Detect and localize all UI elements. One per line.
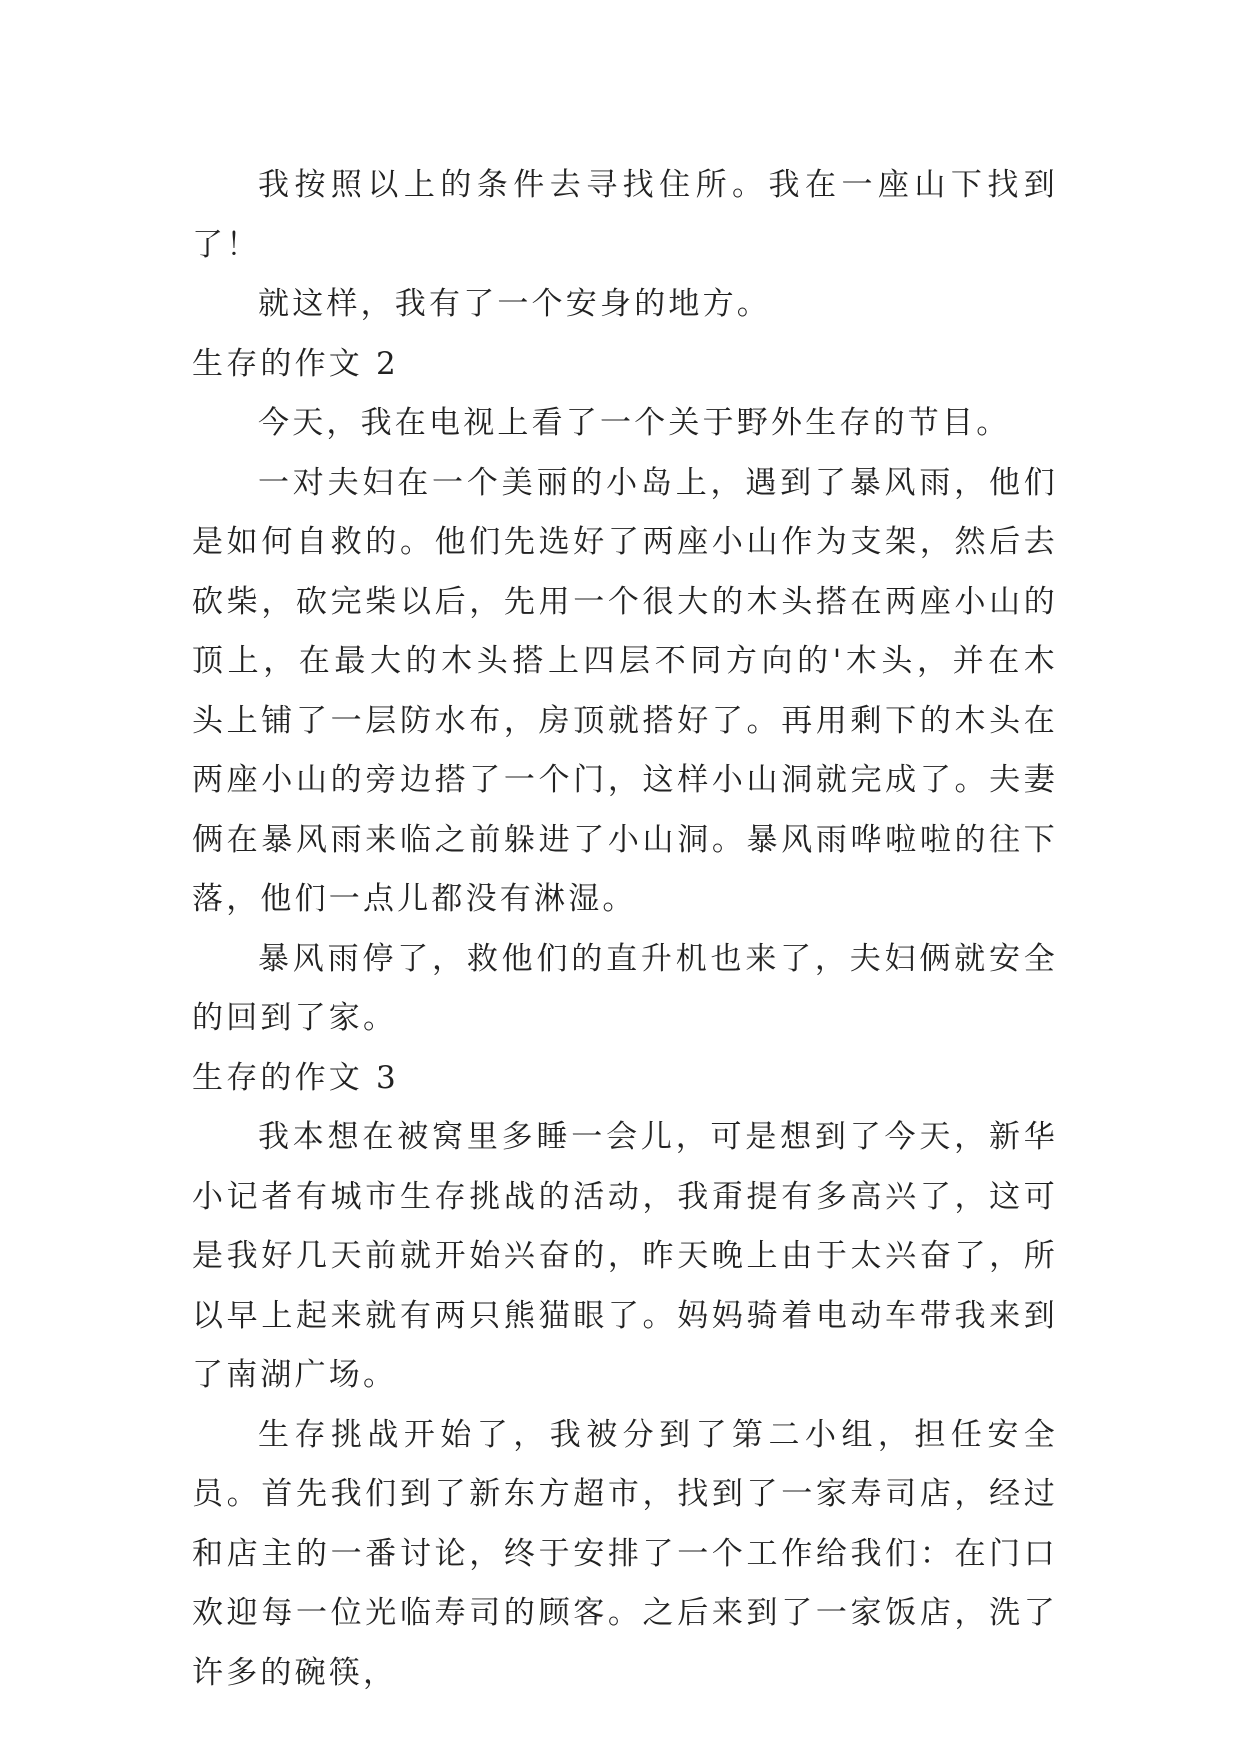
paragraph: 暴风雨停了，救他们的直升机也来了，夫妇俩就安全的回到了家。	[192, 940, 1058, 1036]
section-heading: 生存的作文 3	[192, 1059, 399, 1096]
paragraph: 今天，我在电视上看了一个关于野外生存的节目。	[258, 405, 1011, 441]
document-body	[192, 156, 1058, 1703]
section-heading: 生存的作文 2	[192, 345, 399, 382]
paragraph: 就这样，我有了一个安身的地方。	[258, 286, 771, 322]
paragraph: 一对夫妇在一个美丽的小岛上，遇到了暴风雨，他们是如何自救的。他们先选好了两座小山作为支架，然后去砍柴，砍完柴以后，先用一个很大的木头搭在两座小山的顶上，在最大的木头搭上四层不同方向的'木头，并在木头上铺了一层防水布，房顶就搭好了。再用剩下的木头在两座小山的旁边搭了一个门，这样小山洞就完成了。夫妻俩在暴风雨来临之前躲进了小山洞。暴风雨哗啦啦的往下落，他们一点儿都没有淋湿。	[192, 464, 1058, 917]
paragraph: 我按照以上的条件去寻找住所。我在一座山下找到了！	[192, 167, 1058, 263]
paragraph: 我本想在被窝里多睡一会儿，可是想到了今天，新华小记者有城市生存挑战的活动，我甭提有多高兴了，这可是我好几天前就开始兴奋的，昨天晚上由于太兴奋了，所以早上起来就有两只熊猫眼了。妈妈骑着电动车带我来到了南湖广场。	[192, 1119, 1058, 1393]
paragraph: 生存挑战开始了，我被分到了第二小组，担任安全员。首先我们到了新东方超市，找到了一家寿司店，经过和店主的一番讨论，终于安排了一个工作给我们：在门口欢迎每一位光临寿司的顾客。之后来到了一家饭店，洗了许多的碗筷，	[192, 1416, 1058, 1691]
